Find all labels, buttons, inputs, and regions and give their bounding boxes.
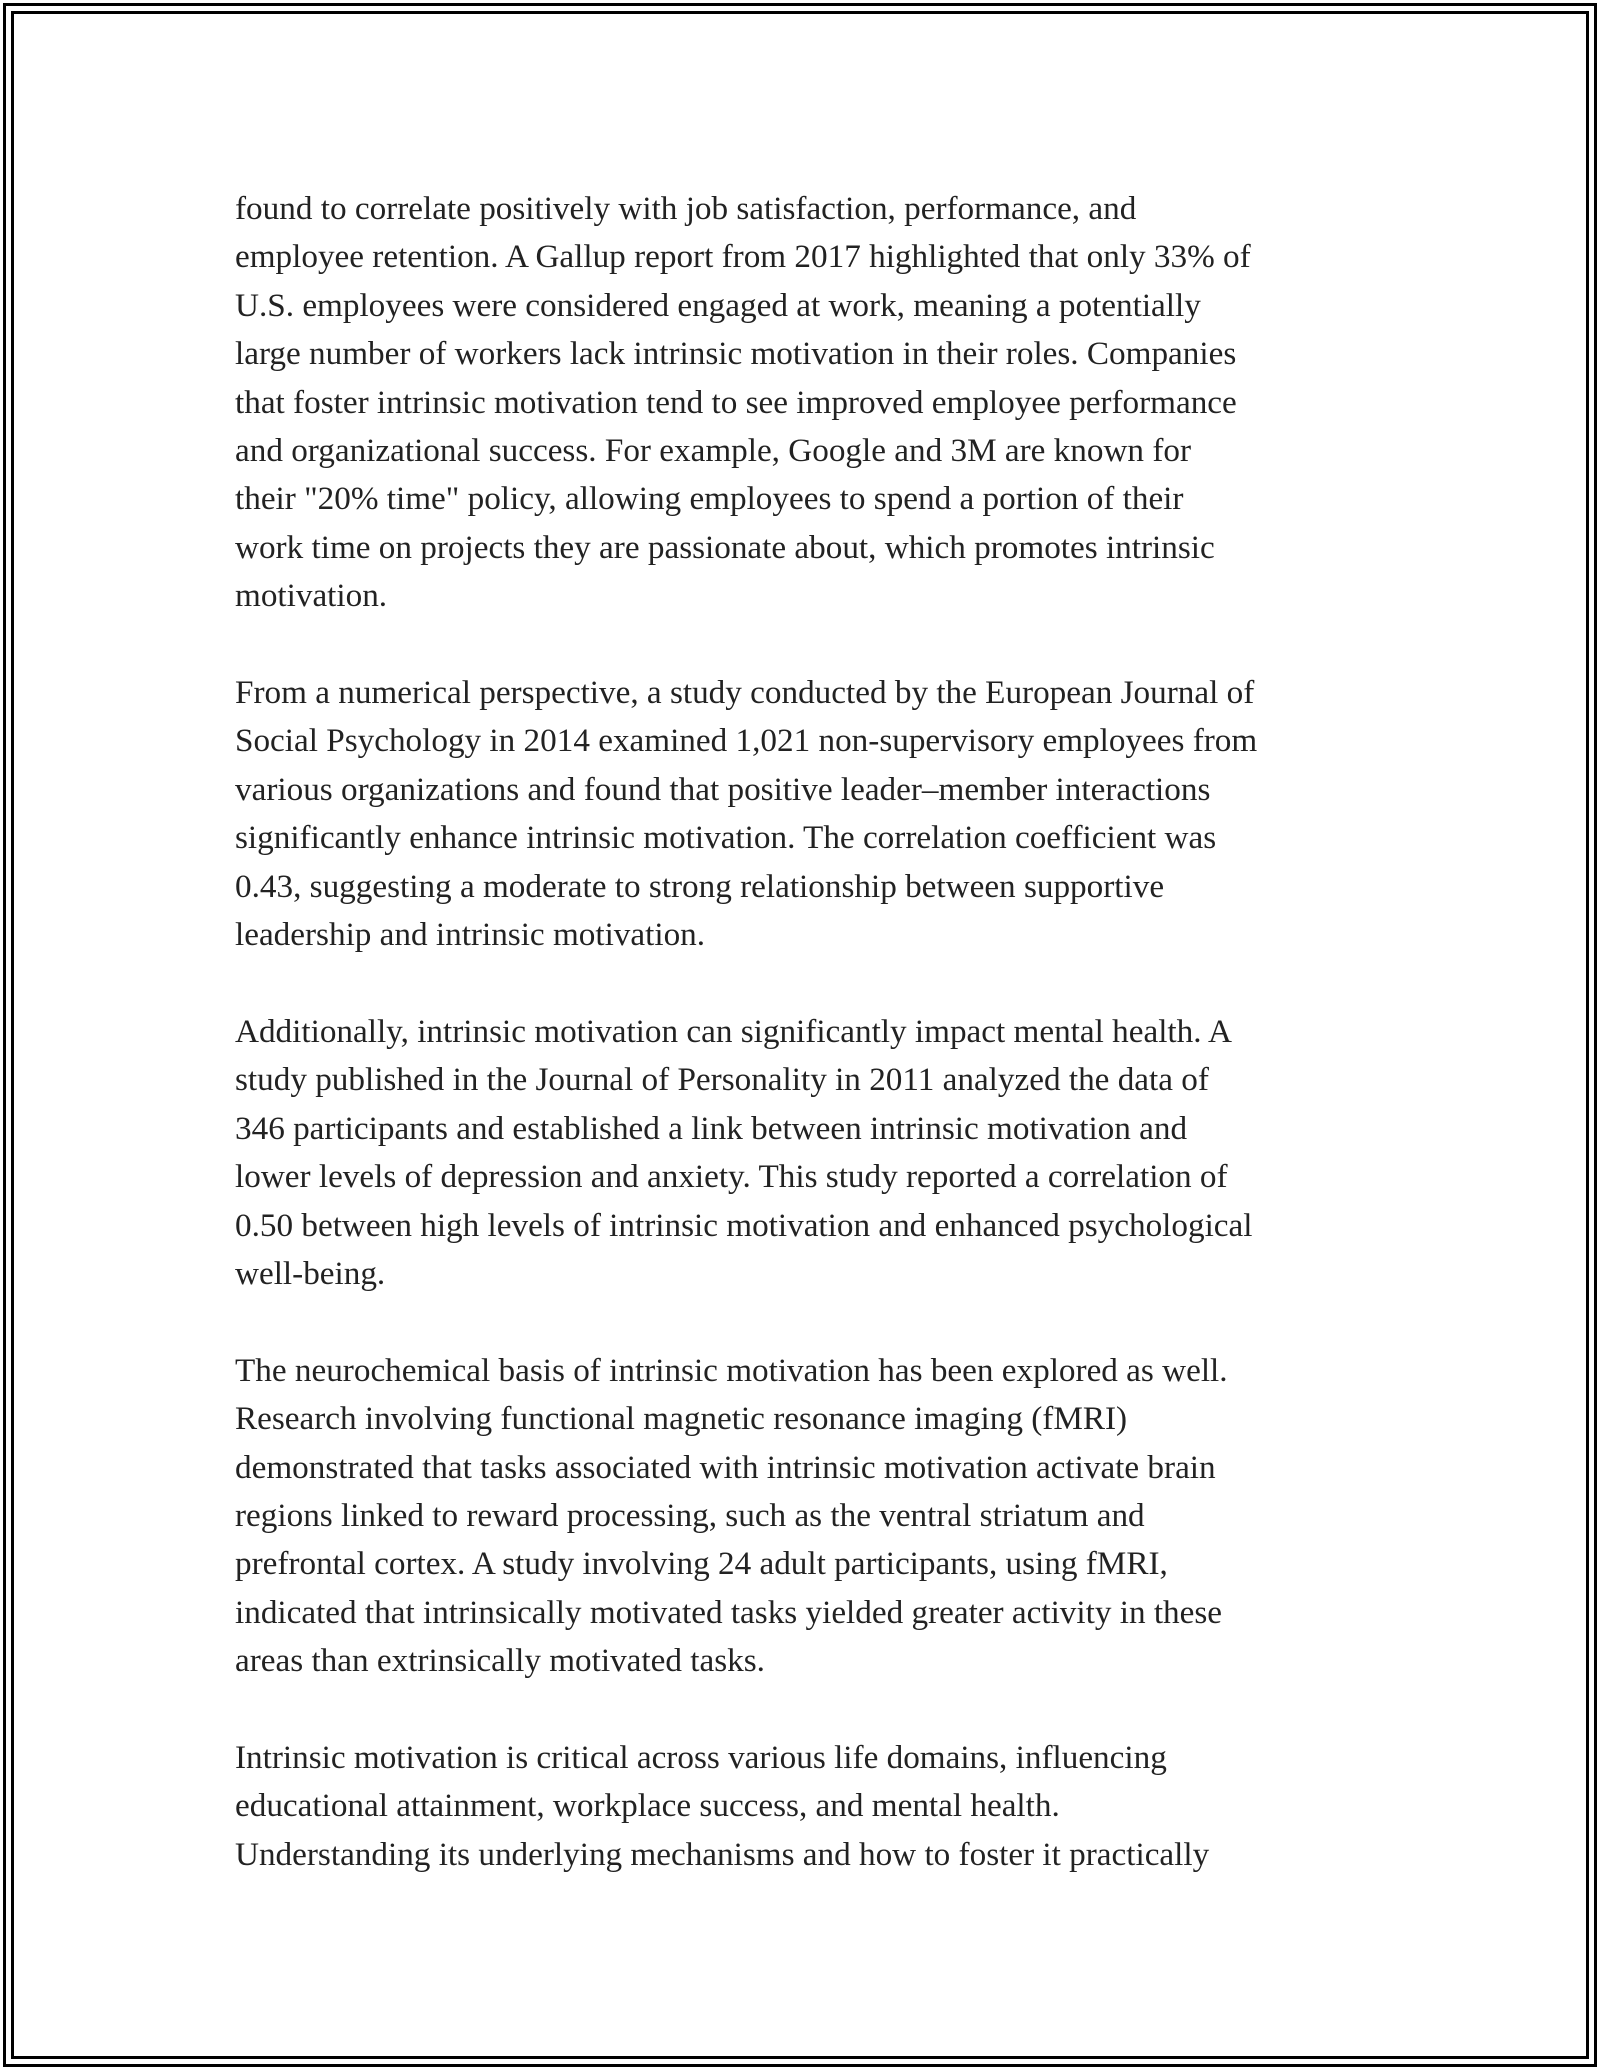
text-line: leadership and intrinsic motivation.	[235, 916, 706, 954]
text-line: large number of workers lack intrinsic motivation in their roles. Companies	[235, 335, 1237, 373]
paragraph-conclusion	[235, 1734, 1395, 1879]
text-line: Additionally, intrinsic motivation can significantly impact mental health. A	[235, 1012, 1232, 1050]
document-body	[235, 185, 1395, 1928]
text-line: their "20% time" policy, allowing employees to spend a portion of their	[235, 480, 1184, 518]
text-line: significantly enhance intrinsic motivation. The correlation coefficient was	[235, 819, 1217, 857]
text-line: employee retention. A Gallup report from 2017 highlighted that only 33% of	[235, 238, 1251, 276]
text-line: U.S. employees were considered engaged at work, meaning a potentially	[235, 286, 1201, 324]
paragraph-neurochemical-basis	[235, 1347, 1395, 1686]
text-line: prefrontal cortex. A study involving 24 adult participants, using fMRI,	[235, 1545, 1168, 1583]
text-line: Understanding its underlying mechanisms and how to foster it practically	[235, 1835, 1210, 1873]
text-line: areas than extrinsically motivated tasks.	[235, 1642, 765, 1680]
text-line: work time on projects they are passionate about, which promotes intrinsic	[235, 528, 1215, 566]
text-line: 346 participants and established a link between intrinsic motivation and	[235, 1109, 1188, 1147]
text-line: lower levels of depression and anxiety. This study reported a correlation of	[235, 1158, 1228, 1196]
text-line: Intrinsic motivation is critical across various life domains, influencing	[235, 1738, 1167, 1776]
text-line: well-being.	[235, 1254, 386, 1292]
text-line: 0.50 between high levels of intrinsic motivation and enhanced psychological	[235, 1206, 1253, 1244]
text-line: 0.43, suggesting a moderate to strong relationship between supportive	[235, 867, 1165, 905]
paragraph-mental-health	[235, 1008, 1395, 1298]
text-line: study published in the Journal of Personality in 2011 analyzed the data of	[235, 1061, 1209, 1099]
paragraph-leadership-study	[235, 669, 1395, 959]
text-line: Social Psychology in 2014 examined 1,021 non-supervisory employees from	[235, 722, 1258, 760]
text-line: The neurochemical basis of intrinsic motivation has been explored as well.	[235, 1351, 1228, 1389]
text-line: found to correlate positively with job satisfaction, performance, and	[235, 190, 1137, 227]
text-line: regions linked to reward processing, such as the ventral striatum and	[235, 1496, 1145, 1534]
text-line: educational attainment, workplace success, and mental health.	[235, 1787, 1060, 1825]
text-line: motivation.	[235, 577, 388, 615]
text-line: indicated that intrinsically motivated tasks yielded greater activity in these	[235, 1593, 1223, 1631]
text-line: Research involving functional magnetic resonance imaging (fMRI)	[235, 1400, 1128, 1438]
text-line: demonstrated that tasks associated with intrinsic motivation activate brain	[235, 1448, 1216, 1486]
text-line: various organizations and found that positive leader–member interactions	[235, 770, 1211, 808]
text-line: From a numerical perspective, a study conducted by the European Journal of	[235, 674, 1255, 712]
paragraph-workplace-engagement	[235, 185, 1395, 621]
text-line: that foster intrinsic motivation tend to see improved employee performance	[235, 383, 1237, 421]
text-line: and organizational success. For example, Google and 3M are known for	[235, 432, 1192, 470]
